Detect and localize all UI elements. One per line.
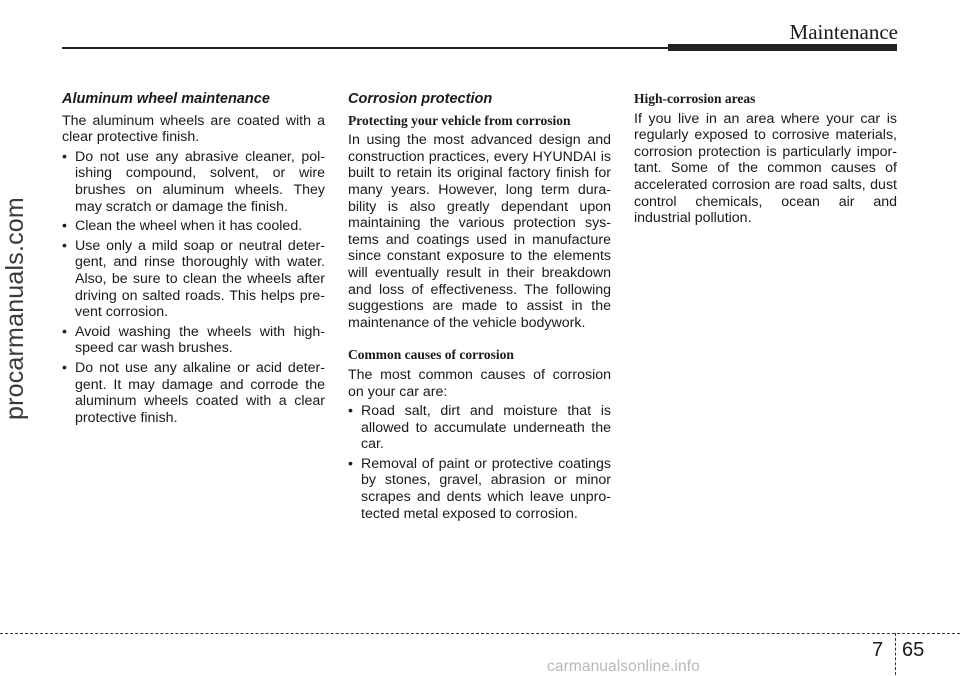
column-aluminum-wheels [62, 91, 325, 429]
section-heading-aluminum-wheel: Aluminum wheel maintenance [62, 91, 270, 107]
list-item: • Do not use any alkaline or acid deter-gent. It may damage and corrode the aluminum wheels coated with a clear protective finish. [62, 360, 325, 426]
subheading-common-causes: Common causes of corrosion [348, 347, 514, 363]
header-accent-bar [668, 44, 897, 51]
column-high-corrosion [634, 91, 897, 230]
section-heading-corrosion: Corrosion protection [348, 91, 493, 107]
paragraph-high-corrosion: If you live in an area where your car is regularly exposed to corrosive materials, corrosion protection is particularly impor-tant. Some of the common causes of accelerated corrosion are road salts, dust control chemicals, ocean air and industrial pollution. [634, 110, 897, 227]
column-corrosion-protection [348, 91, 611, 525]
footer-separator [895, 633, 896, 675]
footer-dashed-rule [0, 633, 960, 634]
paragraph-common-causes: The most common causes of corrosion on your car are: [348, 366, 611, 400]
subheading-protecting: Protecting your vehicle from corrosion [348, 112, 571, 128]
subheading-high-corrosion: High-corrosion areas [634, 91, 756, 106]
list-item: • Clean the wheel when it has cooled. [62, 218, 325, 235]
list-item: • Avoid washing the wheels with high-speed car wash brushes. [62, 324, 325, 357]
running-header-title: Maintenance [789, 20, 898, 44]
bullet-list-wheel-care [62, 149, 325, 427]
bullet-list-causes [348, 403, 611, 522]
list-item: • Do not use any abrasive cleaner, pol-ishing compound, solvent, or wire brushes on aluminum wheels. They may scratch or damage the finish. [62, 149, 325, 215]
footer-watermark: carmanualsonline.info [547, 658, 700, 675]
paragraph-intro: The aluminum wheels are coated with a clear protective finish. [62, 112, 325, 146]
list-item: • Road salt, dirt and moisture that is allowed to accumulate underneath the car. [348, 403, 611, 453]
side-watermark: procarmanuals.com [1, 197, 29, 420]
list-item: • Removal of paint or protective coatings by stones, gravel, abrasion or minor scrapes and dents which leave unpro-tected metal exposed to corrosion. [348, 456, 611, 522]
paragraph-protecting: In using the most advanced design and construction practices, every HYUNDAI is built to retain its original factory finish for many years. However, long term dura-bility is also greatly dependant upon maintaining the various protection sys-tems and coatings used in manufacture since constant exposure to the elements will eventually result in their breakdown and loss of effectiveness. The following suggestions are made to assist in the maintenance of the vehicle bodywork. [348, 132, 611, 331]
page-number: 65 [902, 639, 925, 661]
header-rule [62, 47, 682, 49]
chapter-number: 7 [872, 639, 884, 661]
list-item: • Use only a mild soap or neutral deter-gent, and rinse thoroughly with water. Also, be sure to clean the wheels after driving on salted roads. This helps pre-vent corrosion. [62, 238, 325, 321]
